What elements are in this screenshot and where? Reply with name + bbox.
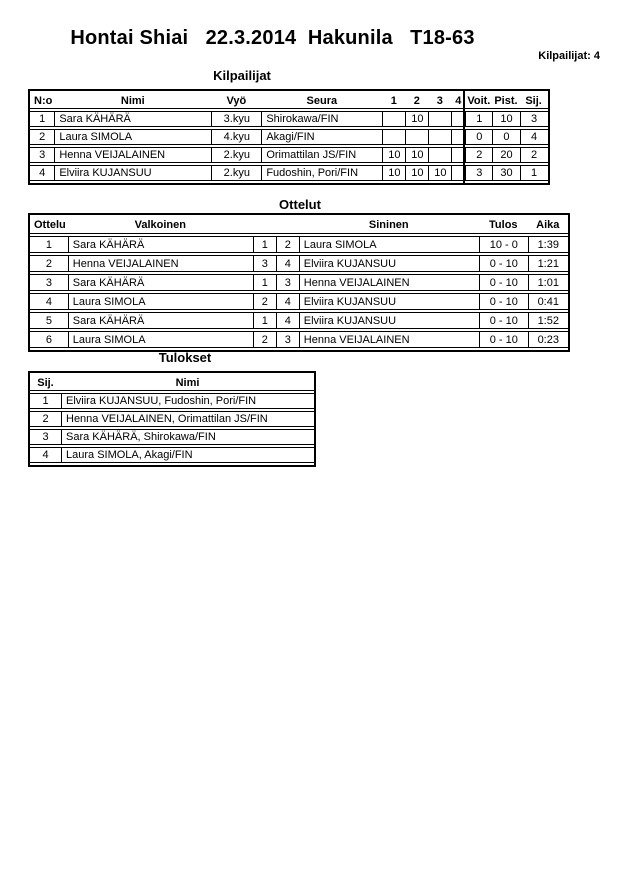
cell-sininen: Elviira KUJANSUU [299,293,479,310]
tulokset-table-wrapper [28,371,316,467]
competitors-count-label: Kilpailijat: 4 [538,50,600,62]
section-heading-ottelut: Ottelut [279,197,321,212]
cell-sininen: Henna VEIJALAINEN [299,331,479,348]
cell-vyo: 4.kyu [211,129,261,145]
cell-valkoinen-no: 1 [253,312,276,329]
kilpailijat-header-row [30,93,548,109]
col-header-seura: Seura [261,93,382,109]
cell-pist: 20 [492,147,519,163]
cell-valkoinen-no: 2 [253,293,276,310]
cell-aika: 1:21 [528,255,568,272]
cell-valkoinen-no: 3 [253,255,276,272]
page-title: Hontai Shiai 22.3.2014 Hakunila T18-63 [70,27,475,49]
cell-vyo: 2.kyu [211,165,261,181]
cell-valkoinen-no: 2 [253,331,276,348]
col-header-nimi: Nimi [54,93,211,109]
table-row [30,293,568,310]
col-header-round2: 2 [405,93,428,109]
col-header-vyo: Vyö [211,93,261,109]
table-row [30,255,568,272]
section-heading-tulokset: Tulokset [158,350,212,365]
cell-round1 [382,129,405,145]
table-row [30,411,314,427]
table-row [30,111,548,127]
cell-no: 4 [30,165,54,181]
cell-seura: Akagi/FIN [261,129,382,145]
cell-vyo: 3.kyu [211,111,261,127]
cell-tulos: 0 - 10 [479,274,528,291]
cell-round2: 10 [405,165,428,181]
cell-sininen-no: 4 [276,293,299,310]
cell-pist: 10 [492,111,519,127]
cell-nimi: Laura SIMOLA [54,129,211,145]
cell-seura: Fudoshin, Pori/FIN [261,165,382,181]
col-header-tulos: Tulos [479,217,528,234]
cell-sij: 2 [30,411,61,427]
cell-seura: Orimattilan JS/FIN [261,147,382,163]
cell-round3: 10 [428,165,451,181]
table-row [30,447,314,463]
cell-sininen: Laura SIMOLA [299,236,479,253]
col-header-sininen: Sininen [299,217,479,234]
cell-sininen-no: 3 [276,274,299,291]
col-header-pist: Pist. [492,93,519,109]
section-heading-kilpailijat: Kilpailijat [213,68,271,83]
table-row [30,429,314,445]
cell-valkoinen: Laura SIMOLA [68,293,253,310]
cell-sininen-no: 3 [276,331,299,348]
cell-voit: 1 [465,111,492,127]
table-row [30,147,548,163]
table-row [30,129,548,145]
cell-aika: 1:01 [528,274,568,291]
cell-tulos: 0 - 10 [479,312,528,329]
col-header-sij: Sij. [30,375,61,391]
cell-nimi: Laura SIMOLA, Akagi/FIN [61,447,314,463]
col-header-round1: 1 [382,93,405,109]
cell-tulos: 10 - 0 [479,236,528,253]
cell-nimi: Elviira KUJANSUU [54,165,211,181]
cell-sij: 3 [30,429,61,445]
results-group-divider [463,91,465,183]
col-header-spacer [253,217,276,234]
table-row [30,236,568,253]
col-header-voit: Voit. [465,93,492,109]
cell-valkoinen: Sara KÄHÄRÄ [68,236,253,253]
cell-ottelu: 1 [30,236,68,253]
cell-aika: 1:52 [528,312,568,329]
table-row [30,331,568,348]
cell-sij: 1 [520,165,548,181]
table-row [30,165,548,181]
col-header-sij: Sij. [520,93,548,109]
cell-aika: 1:39 [528,236,568,253]
cell-tulos: 0 - 10 [479,331,528,348]
col-header-valkoinen: Valkoinen [68,217,253,234]
tulokset-header-row [30,375,314,391]
cell-nimi: Elviira KUJANSUU, Fudoshin, Pori/FIN [61,393,314,409]
cell-nimi: Henna VEIJALAINEN, Orimattilan JS/FIN [61,411,314,427]
cell-round3 [428,111,451,127]
cell-valkoinen: Sara KÄHÄRÄ [68,274,253,291]
cell-round1 [382,111,405,127]
ottelut-header-row [30,217,568,234]
col-header-round3: 3 [428,93,451,109]
cell-pist: 0 [492,129,519,145]
ottelut-table-wrapper [28,213,570,352]
cell-sininen-no: 4 [276,312,299,329]
ottelut-table [28,213,570,352]
cell-seura: Shirokawa/FIN [261,111,382,127]
cell-aika: 0:41 [528,293,568,310]
cell-round3 [428,147,451,163]
cell-sininen: Elviira KUJANSUU [299,312,479,329]
cell-sininen-no: 2 [276,236,299,253]
cell-tulos: 0 - 10 [479,293,528,310]
col-header-round4: 4 [451,93,465,109]
cell-vyo: 2.kyu [211,147,261,163]
cell-sininen: Henna VEIJALAINEN [299,274,479,291]
cell-no: 3 [30,147,54,163]
cell-valkoinen-no: 1 [253,274,276,291]
kilpailijat-table-wrapper [28,89,550,185]
cell-no: 2 [30,129,54,145]
cell-valkoinen: Laura SIMOLA [68,331,253,348]
cell-sij: 2 [520,147,548,163]
cell-voit: 2 [465,147,492,163]
cell-valkoinen-no: 1 [253,236,276,253]
cell-sininen: Elviira KUJANSUU [299,255,479,272]
col-header-ottelu: Ottelu [30,217,68,234]
cell-ottelu: 4 [30,293,68,310]
cell-pist: 30 [492,165,519,181]
kilpailijat-table [28,89,550,185]
table-row [30,312,568,329]
cell-voit: 0 [465,129,492,145]
cell-ottelu: 2 [30,255,68,272]
cell-round3 [428,129,451,145]
cell-nimi: Henna VEIJALAINEN [54,147,211,163]
col-header-spacer [276,217,299,234]
cell-voit: 3 [465,165,492,181]
cell-nimi: Sara KÄHÄRÄ, Shirokawa/FIN [61,429,314,445]
col-header-no: N:o [30,93,54,109]
col-header-aika: Aika [528,217,568,234]
col-header-nimi: Nimi [61,375,314,391]
cell-sij: 3 [520,111,548,127]
cell-nimi: Sara KÄHÄRÄ [54,111,211,127]
cell-ottelu: 6 [30,331,68,348]
cell-round1: 10 [382,147,405,163]
cell-ottelu: 5 [30,312,68,329]
cell-sininen-no: 4 [276,255,299,272]
cell-round2 [405,129,428,145]
tulokset-table [28,371,316,467]
cell-sij: 4 [30,447,61,463]
cell-sij: 1 [30,393,61,409]
cell-tulos: 0 - 10 [479,255,528,272]
cell-round1: 10 [382,165,405,181]
cell-aika: 0:23 [528,331,568,348]
cell-ottelu: 3 [30,274,68,291]
cell-valkoinen: Sara KÄHÄRÄ [68,312,253,329]
table-row [30,274,568,291]
cell-round2: 10 [405,147,428,163]
cell-round2: 10 [405,111,428,127]
table-row [30,393,314,409]
cell-no: 1 [30,111,54,127]
cell-valkoinen: Henna VEIJALAINEN [68,255,253,272]
cell-sij: 4 [520,129,548,145]
